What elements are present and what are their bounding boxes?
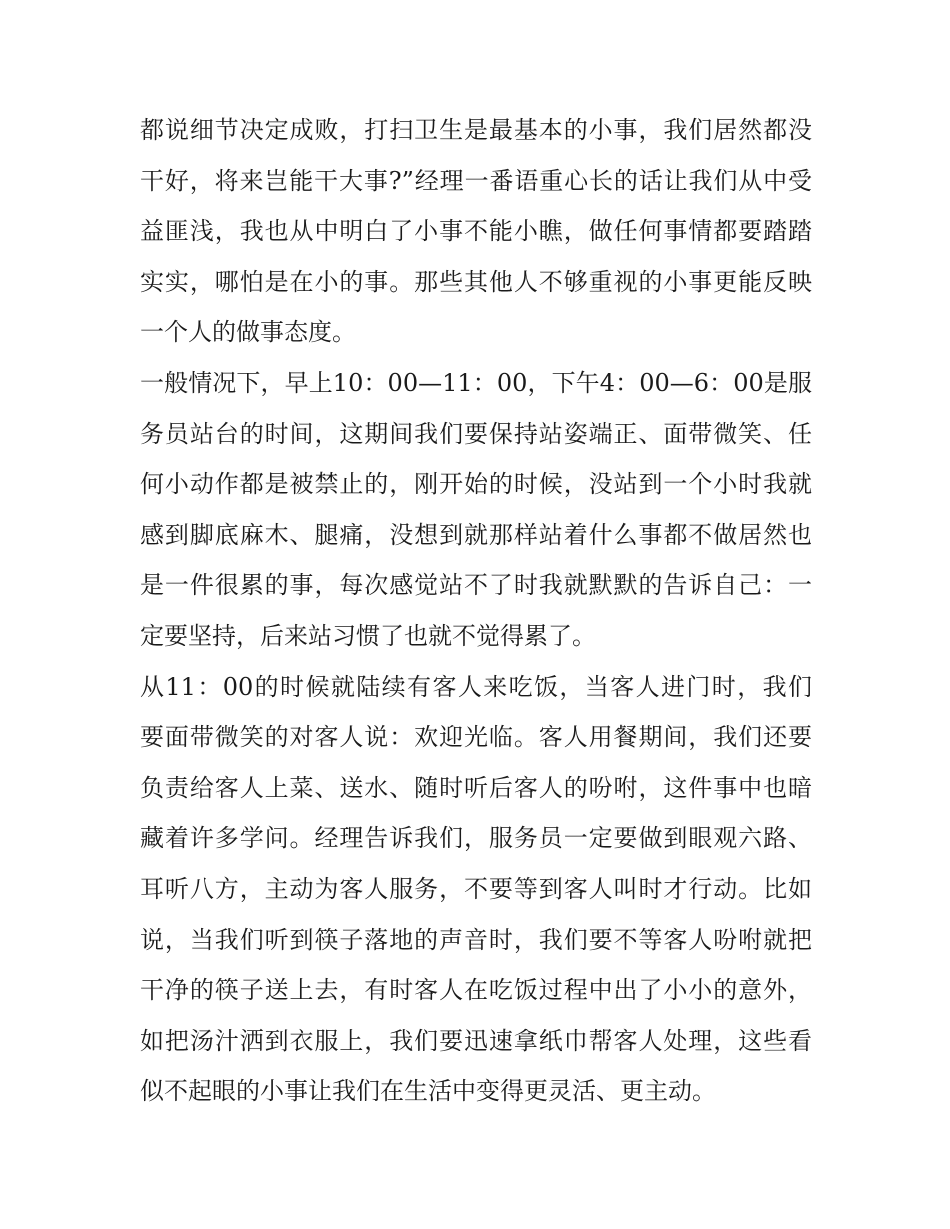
text-line: 藏着许多学问。经理告诉我们，服务员一定要做到眼观六路、 xyxy=(140,824,812,853)
text-line: 定要坚持，后来站习惯了也就不觉得累了。 xyxy=(140,621,596,650)
document-body xyxy=(140,105,812,1117)
text-line: 耳听八方，主动为客人服务，不要等到客人叫时才行动。比如 xyxy=(140,874,812,903)
text-line: 从11：00的时候就陆续有客人来吃饭，当客人进门时，我们 xyxy=(140,672,812,701)
text-line: 要面带微笑的对客人说：欢迎光临。客人用餐期间，我们还要 xyxy=(140,723,812,752)
text-line: 似不起眼的小事让我们在生活中变得更灵活、更主动。 xyxy=(140,1077,716,1106)
paragraph-1 xyxy=(140,105,812,358)
text-line: 益匪浅，我也从中明白了小事不能小瞧，做任何事情都要踏踏 xyxy=(140,217,812,246)
text-line: 一个人的做事态度。 xyxy=(140,318,356,347)
paragraph-3 xyxy=(140,662,812,1117)
text-line: 感到脚底麻木、腿痛，没想到就那样站着什么事都不做居然也 xyxy=(140,520,812,549)
text-line: 何小动作都是被禁止的，刚开始的时候，没站到一个小时我就 xyxy=(140,470,812,499)
text-line: 说，当我们听到筷子落地的声音时，我们要不等客人吩咐就把 xyxy=(140,925,812,954)
text-line: 务员站台的时间，这期间我们要保持站姿端正、面带微笑、任 xyxy=(140,419,812,448)
text-line: 干好，将来岂能干大事?”经理一番语重心长的话让我们从中受 xyxy=(140,166,812,195)
text-line: 负责给客人上菜、送水、随时听后客人的吩咐，这件事中也暗 xyxy=(140,773,812,802)
text-line: 一般情况下，早上10：00—11：00，下午4：00—6：00是服 xyxy=(140,368,812,397)
text-line: 干净的筷子送上去，有时客人在吃饭过程中出了小小的意外， xyxy=(140,976,812,1005)
paragraph-2 xyxy=(140,358,812,662)
text-line: 如把汤汁洒到衣服上，我们要迅速拿纸巾帮客人处理，这些看 xyxy=(140,1026,812,1055)
text-line: 实实，哪怕是在小的事。那些其他人不够重视的小事更能反映 xyxy=(140,267,812,296)
text-line: 都说细节决定成败，打扫卫生是最基本的小事，我们居然都没 xyxy=(140,116,812,144)
text-line: 是一件很累的事，每次感觉站不了时我就默默的告诉自己：一 xyxy=(140,571,812,600)
